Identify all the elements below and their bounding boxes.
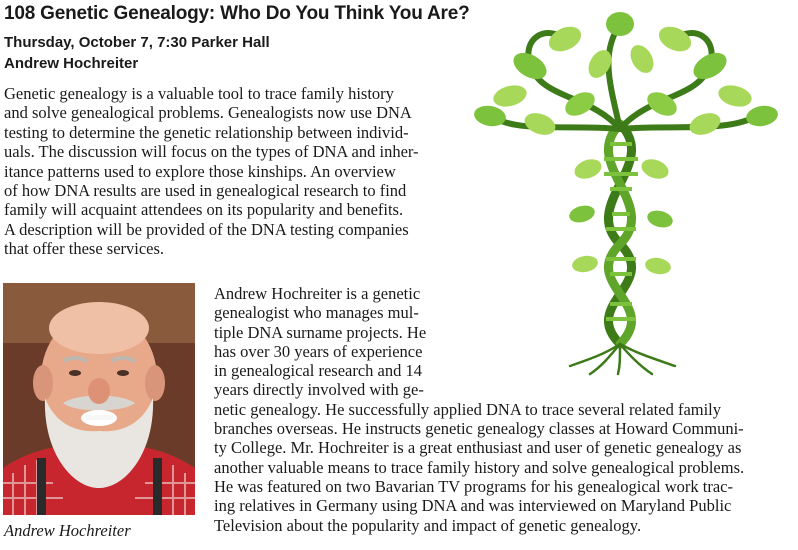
speaker-bio [214,284,794,535]
bio-line: netic genealogy. He successfully applied DNA to trace several related family [214,399,722,419]
event-date-location: Thursday, October 7, 7:30 Parker Hall [4,34,270,51]
bio-line: in genealogical research and 14 [214,361,422,381]
bio-line: He was featured on two Bavarian TV programs for his genealogical work trac- [214,476,733,496]
bio-line: Television about the popularity and impact of genetic genealogy. [214,515,642,535]
speaker-photo [3,283,195,515]
bio-line: ing relatives in Germany using DNA and was interviewed on Maryland Public [214,496,732,516]
description-line: testing to determine the genetic relationship between individ- [4,122,409,142]
bio-line: tiple DNA surname projects. He [214,322,427,342]
photo-caption: Andrew Hochreiter [4,521,131,540]
description-line: uals. The discussion will focus on the types of DNA and inher- [4,142,419,162]
bio-line: Andrew Hochreiter is a genetic [214,284,421,303]
bio-line: has over 30 years of experience [214,341,423,361]
description-line: itance patterns used to explore those kinships. An overview [4,161,396,181]
event-title: 108 Genetic Genealogy: Who Do You Think You Are? [4,3,470,24]
bio-line: branches overseas. He instructs genetic genealogy classes at Howard Communi- [214,419,744,439]
bio-line: genealogist who manages mul- [214,303,419,323]
bio-line: years directly involved with ge- [214,380,424,400]
description-line: of how DNA results are used in genealogical research to find [4,181,407,201]
event-speaker: Andrew Hochreiter [4,55,139,72]
description-line: that offer these services. [4,239,165,259]
event-description [4,84,452,259]
description-line: A description will be provided of the DNA testing companies [4,219,409,239]
description-line: Genetic genealogy is a valuable tool to trace family history [4,84,394,103]
description-line: family will acquaint attendees on its popularity and benefits. [4,200,404,220]
bio-line: ty College. Mr. Hochreiter is a great enthusiast and user of genetic genealogy as [214,438,742,458]
bio-line: another valuable means to trace family history and solve genealogical problems. [214,457,745,477]
description-line: and solve genealogical problems. Genealogists now use DNA [4,103,412,123]
